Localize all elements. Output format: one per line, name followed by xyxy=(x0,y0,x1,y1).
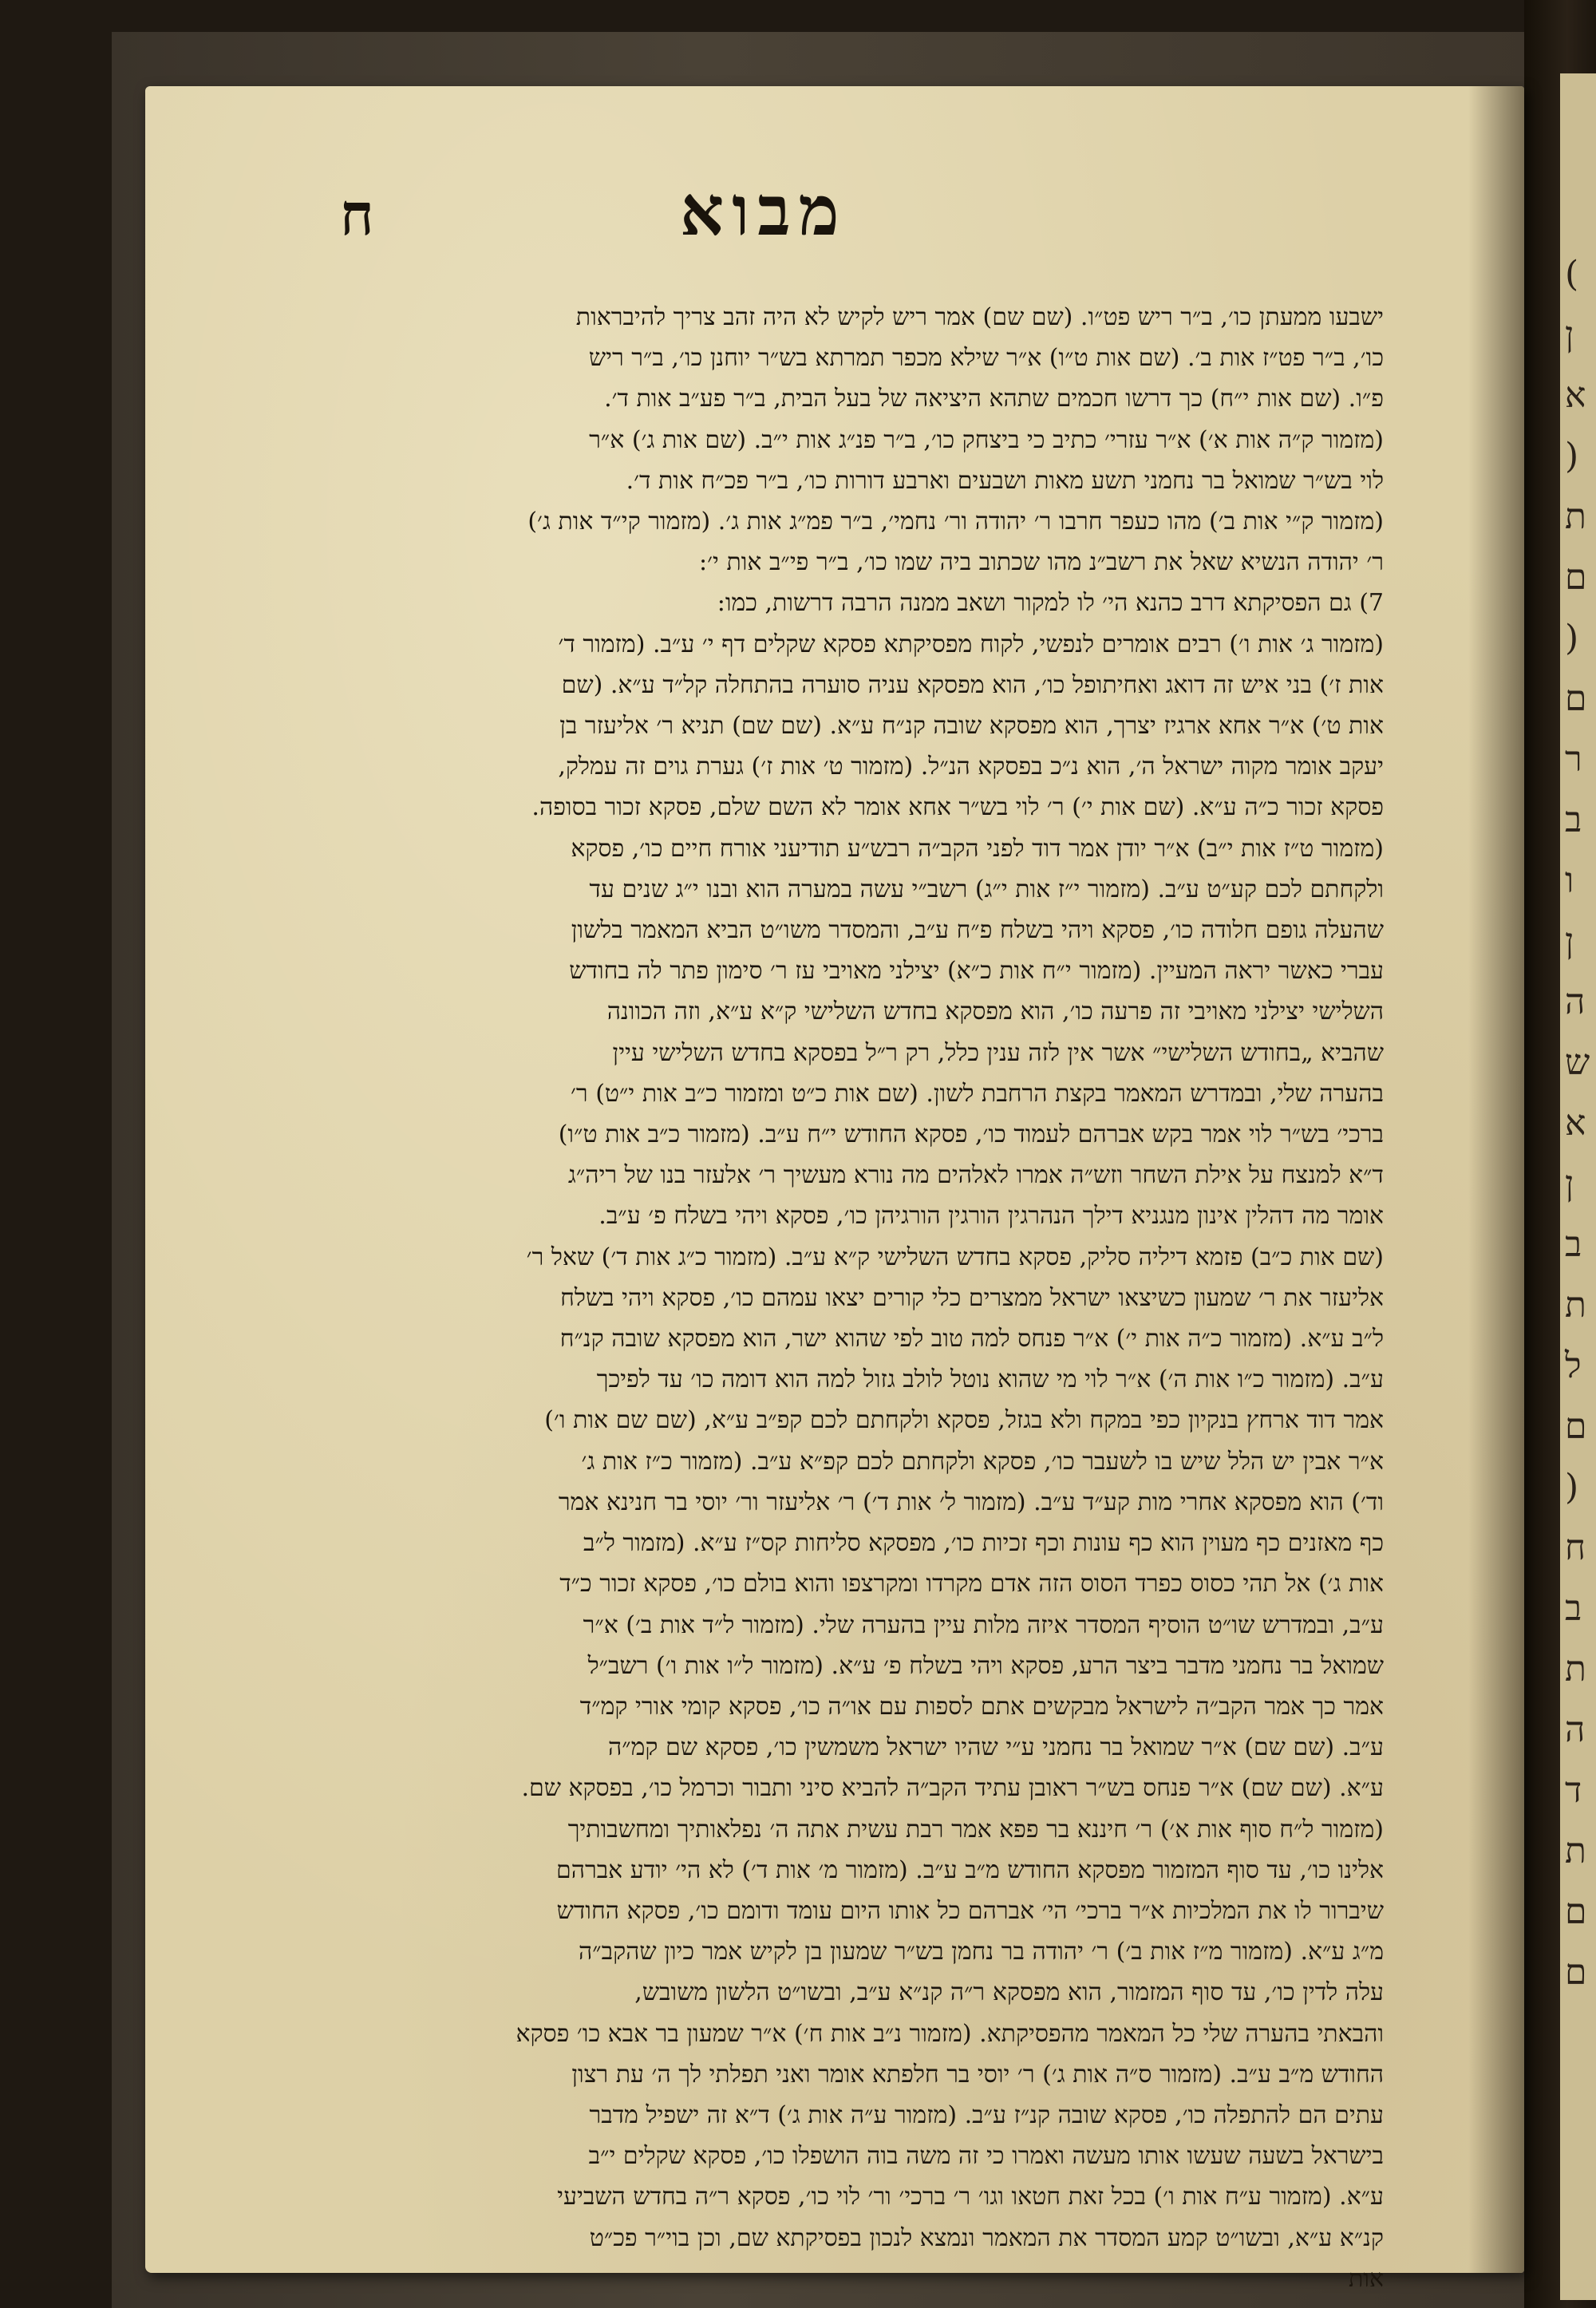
facing-page-glyph: ם xyxy=(1565,678,1587,719)
facing-page-glyph: ת xyxy=(1565,496,1586,537)
facing-page-glyph: ן xyxy=(1565,314,1574,355)
text-line: 7) גם הפסיקתא דרב כהנא הי׳ לו למקור ושאב ממנה הרבה דרשות, כמו: xyxy=(717,589,1384,618)
facing-page-glyph: ת xyxy=(1565,1831,1586,1871)
text-line: א״ר אבין יש הלל שיש בו לשעבר כו׳, פסקא ולקחתם לכם קפ״א ע״ב. (מזמור כ״ז אות ג׳ xyxy=(581,1447,1384,1476)
facing-page-glyph: ם xyxy=(1565,1952,1587,1993)
facing-page-glyph: ( xyxy=(1565,254,1579,294)
text-line: ע״ב, ובמדרש שו״ט הוסיף המסדר איזה מלות עיין בהערה שלי. (מזמור ל״ד אות ב׳) א״ר xyxy=(583,1610,1384,1639)
text-line: (מזמור ט״ז אות י״ב) א״ר יודן אמר דוד לפני הקב״ה רבש״ע תודיעני אורח חיים כו׳, פסקא xyxy=(571,834,1384,863)
text-line: אות ט׳) א״ר אחא ארגיז יצרך, הוא מפסקא שובה קנ״ח ע״א. (שם שם) תניא ר׳ אליעזר בן xyxy=(559,712,1384,741)
page-title: מבוא xyxy=(680,171,847,251)
text-line: השלישי יצילני מאויבי זה פרעה כו׳, הוא מפסקא בחדש השלישי ק״א ע״א, וזה הכוונה xyxy=(606,998,1384,1026)
facing-page-glyph: ל xyxy=(1565,1346,1582,1386)
text-line: והבאתי בהערה שלי כל המאמר מהפסיקתא. (מזמור נ״ב אות ח׳) א״ר שמעון בר אבא כו׳ פסקא xyxy=(516,2019,1384,2048)
facing-page-glyph: ב xyxy=(1565,1588,1582,1629)
text-line: (מזמור ג׳ אות ו׳) רבים אומרים לנפשי, לקוח מפסיקתא פסקא שקלים דף י׳ ע״ב. (מזמור ד׳ xyxy=(558,630,1384,658)
facing-page-glyph: ו xyxy=(1565,860,1574,901)
text-line: שהביא „בחודש השלישי״ אשר אין לזה ענין כלל, רק ר״ל בפסקא בחדש השלישי עיין xyxy=(612,1038,1384,1067)
text-line: ל״ב ע״א. (מזמור כ״ה אות י׳) א״ר פנחס למה טוב לפי שהוא ישר, הוא מפסקא שובה קנ״ח xyxy=(559,1325,1384,1354)
page-gutter-shadow xyxy=(1468,86,1524,2273)
facing-page-glyph: א xyxy=(1565,375,1586,416)
text-line: אלינו כו׳, עד סוף המזמור מפסקא החודש מ״ב ע״ב. (מזמור מ׳ אות ד׳) לא הי׳ יודע אברהם xyxy=(556,1855,1384,1884)
facing-page-glyph: ה xyxy=(1565,1709,1586,1750)
text-line: ע״ב. (מזמור כ״ו אות ה׳) א״ר לוי מי שהוא נוטל לולב גזול למה הוא דומה כו׳ עד לפיכך xyxy=(596,1365,1384,1394)
text-line: שיברור לו את המלכיות א״ר ברכי׳ הי׳ אברהם כל אותו היום עומד ודומם כו׳, פסקא החודש xyxy=(556,1896,1384,1925)
page-header xyxy=(145,171,1524,276)
text-line: אות ג׳) אל תהי כסוס כפרד הסוס הזה אדם מקרדו ומקרצפו והוא בולם כו׳, פסקא זכור כ״ד xyxy=(559,1570,1384,1599)
text-line: פ״ו. (שם אות י״ח) כך דרשו חכמים שתהא היציאה של בעל הבית, ב״ר פע״ב אות ד׳. xyxy=(604,385,1384,413)
text-line: כו׳, ב״ר פט״ז אות ב׳. (שם אות ט״ו) א״ר שילא מכפר תמרתא בש״ר יוחנן כו׳, ב״ר ריש xyxy=(588,344,1384,373)
facing-page-glyph: ב xyxy=(1565,800,1582,840)
facing-page-glyph: א xyxy=(1565,1103,1586,1144)
text-line: ברכי׳ בש״ר לוי אמר בקש אברהם לעמוד כו׳, פסקא החודש י״ח ע״ב. (מזמור כ״ב אות ט״ו) xyxy=(558,1120,1384,1149)
text-line: אמר כך אמר הקב״ה לישראל מבקשים אתם לספות עם או״ה כו׳, פסקא קומי אורי קמ״ד xyxy=(579,1692,1384,1721)
text-line: ר׳ יהודה הנשיא שאל את רשב״נ מהו שכתוב ביה שמו כו׳, ב״ר פי״ב אות י׳: xyxy=(699,548,1384,577)
facing-page-glyph: ת xyxy=(1565,1285,1586,1326)
facing-page-glyph: ב xyxy=(1565,1224,1582,1265)
body-text xyxy=(354,297,1384,2293)
page-number-letter: ח xyxy=(340,180,374,248)
facing-page-glyph: ד xyxy=(1565,1770,1582,1811)
text-line: וד׳) הוא מפסקא אחרי מות קע״ד ע״ב. (מזמור ל׳ אות ד׳) ר׳ אליעזר ור׳ יוסי בר חנינא אמר xyxy=(558,1488,1384,1516)
book-page xyxy=(145,86,1524,2293)
facing-page-glyph: ) xyxy=(1565,1467,1579,1508)
text-line: בהערה שלי, ובמדרש המאמר בקצת הרחבת לשון. (שם אות כ״ט ומזמור כ״ב אות י״ט) ר׳ xyxy=(571,1079,1384,1108)
text-line: שמואל בר נחמני מדבר ביצר הרע, פסקא ויהי בשלח פ׳ ע״א. (מזמור ל״ו אות ו׳) רשב״ל xyxy=(587,1651,1384,1680)
facing-page-glyph: ח xyxy=(1565,1527,1586,1568)
facing-page-glyph: ה xyxy=(1565,982,1586,1022)
facing-page-glyph: ת xyxy=(1565,1649,1586,1690)
text-line: ולקחתם לכם קע״ט ע״ב. (מזמור י״ז אות י״ג) רשב״י עשה במערה הוא ובנו י״ג שנים עד xyxy=(589,875,1384,903)
facing-page-glyph: ) xyxy=(1565,436,1579,476)
text-line: ד״א למנצח על אילת השחר וזש״ה אמרו לאלהים מה נורא מעשיך ר׳ אלעזר בנו של ריה״ג xyxy=(567,1161,1384,1190)
text-line: אות xyxy=(1349,2264,1384,2293)
facing-page-glyph: ם xyxy=(1565,1891,1587,1932)
text-line: כף מאזנים כף מעוין הוא כף עונות וכף זכיות כו׳, מפסקא סליחות קס״ז ע״א. (מזמור ל״ב xyxy=(583,1529,1384,1558)
facing-page-glyph: ם xyxy=(1565,1406,1587,1447)
facing-page-glyph: ר xyxy=(1565,739,1582,780)
text-line: אות ז׳) בני איש זה דואג ואחיתופל כו׳, הוא מפסקא עניה סוערה בהתחלה קל״ד ע״א. (שם xyxy=(561,670,1384,699)
text-line: ע״א. (שם שם) א״ר פנחס בש״ר ראובן עתיד הקב״ה להביא סיני ותבור וכרמל כו׳, בפסקא שם. xyxy=(521,1774,1384,1803)
text-line: ישבעו ממעתן כו׳, ב״ר ריש פט״ו. (שם שם) אמר ריש לקיש לא היה זהב צריך להיבראות xyxy=(575,303,1384,331)
text-line: החודש מ״ב ע״ב. (מזמור ס״ה אות ג׳) ר׳ יוסי בר חלפתא אומר ואני תפלתי לך ה׳ עת רצון xyxy=(571,2060,1384,2089)
text-line: ע״ב. (שם שם) א״ר שמואל בר נחמני ע״י שהיו ישראל משמשין כו׳, פסקא שם קמ״ה xyxy=(608,1733,1384,1762)
facing-page-glyph: ) xyxy=(1565,618,1579,658)
text-line: עלה לדין כו׳, עד סוף המזמור, הוא מפסקא ר״ה קנ״א ע״ב, ובשו״ט הלשון משובש, xyxy=(634,1978,1384,2007)
text-line: שהעלה גופם חלודה כו׳, פסקא ויהי בשלח פ״ח ע״ב, והמסדר משו״ט הביא המאמר בלשון xyxy=(571,916,1384,945)
text-line: (מזמור ק״י אות ב׳) מהו כעפר חרבו ר׳ יהודה ור׳ נחמי׳, ב״ר פמ״ג אות ג׳. (מזמור קי״ד אות ג׳) xyxy=(527,508,1384,536)
text-line: קנ״א ע״א, ובשו״ט קמע המסדר את המאמר ונמצא לנכון בפסיקתא שם, וכן בוי״ר פכ״ט xyxy=(589,2223,1384,2252)
text-line: (מזמור ק״ה אות א׳) א״ר עזרי׳ כתיב כי ביצחק כו׳, ב״ר פנ״ג אות י״ב. (שם אות ג׳) א״ר xyxy=(589,425,1384,454)
text-line: (שם אות כ״ב) פזמא דיליה סליק, פסקא בחדש השלישי ק״א ע״ב. (מזמור כ״ג אות ד׳) שאל ר׳ xyxy=(526,1243,1384,1271)
text-line: ע״א. (מזמור ע״ח אות ו׳) בכל זאת חטאו וגו׳ ר׳ ברכי׳ ור׳ לוי כו׳, פסקא ר״ה בחדש השביעי xyxy=(557,2183,1384,2211)
text-line: אליעזר את ר׳ שמעון כשיצאו ישראל ממצרים כלי קורים יצאו עמהם כו׳, פסקא ויהי בשלח xyxy=(560,1283,1384,1312)
text-line: עברי כאשר יראה המעיין. (מזמור י״ח אות כ״א) יצילני מאויבי עז ר׳ סימון פתר לה בחודש xyxy=(569,957,1384,986)
text-line: בישראל בשעה שעשו אותו מעשה ואמרו כי זה משה בוה הושפלו כו׳, פסקא שקלים י״ב xyxy=(588,2142,1384,2171)
facing-page-glyph: ן xyxy=(1565,921,1574,962)
text-line: פסקא זכור כ״ה ע״א. (שם אות י׳) ר׳ לוי בש״ר אחא אומר לא השם שלם, פסקא זכור בסופה. xyxy=(531,793,1384,822)
text-line: אמר דוד ארחץ בנקיון כפי במקח ולא בגזל, פסקא ולקחתם לכם קפ״ב ע״א, (שם שם אות ו׳) xyxy=(544,1406,1384,1435)
facing-page-glyph: ן xyxy=(1565,1164,1574,1204)
text-line: לוי בש״ר שמואל בר נחמני תשע מאות ושבעים וארבע דורות כו׳, ב״ר פכ״ח אות ד׳. xyxy=(626,466,1384,495)
text-line: אומר מה דהלין אינון מנגניא דילך הנהרגין הורגין הורגיהן כו׳, פסקא ויהי בשלח פ׳ ע״ב. xyxy=(598,1202,1384,1231)
text-line: מ״ג ע״א. (מזמור מ״ז אות ב׳) ר׳ יהודה בר נחמן בש״ר שמעון בן לקיש אמר כיון שהקב״ה xyxy=(579,1938,1384,1966)
facing-page-glyph: ש xyxy=(1565,1042,1590,1083)
text-line: עתים הם להתפלה כו׳, פסקא שובה קנ״ז ע״ב. (מזמור ע״ה אות ג׳) ד״א זה ישפיל מדבר xyxy=(589,2101,1384,2129)
text-line: (מזמור ל״ח סוף אות א׳) ר׳ חיננא בר פפא אמר רבת עשית אתה ה׳ נפלאותיך ומחשבותיך xyxy=(567,1815,1384,1844)
text-line: יעקב אומר מקוה ישראל ה׳, הוא נ״כ בפסקא הנ״ל. (מזמור ט׳ אות ז׳) גערת גוים זה עמלק, xyxy=(558,753,1384,781)
facing-page-glyph: ם xyxy=(1565,557,1587,598)
facing-page-edge xyxy=(1560,73,1596,2300)
